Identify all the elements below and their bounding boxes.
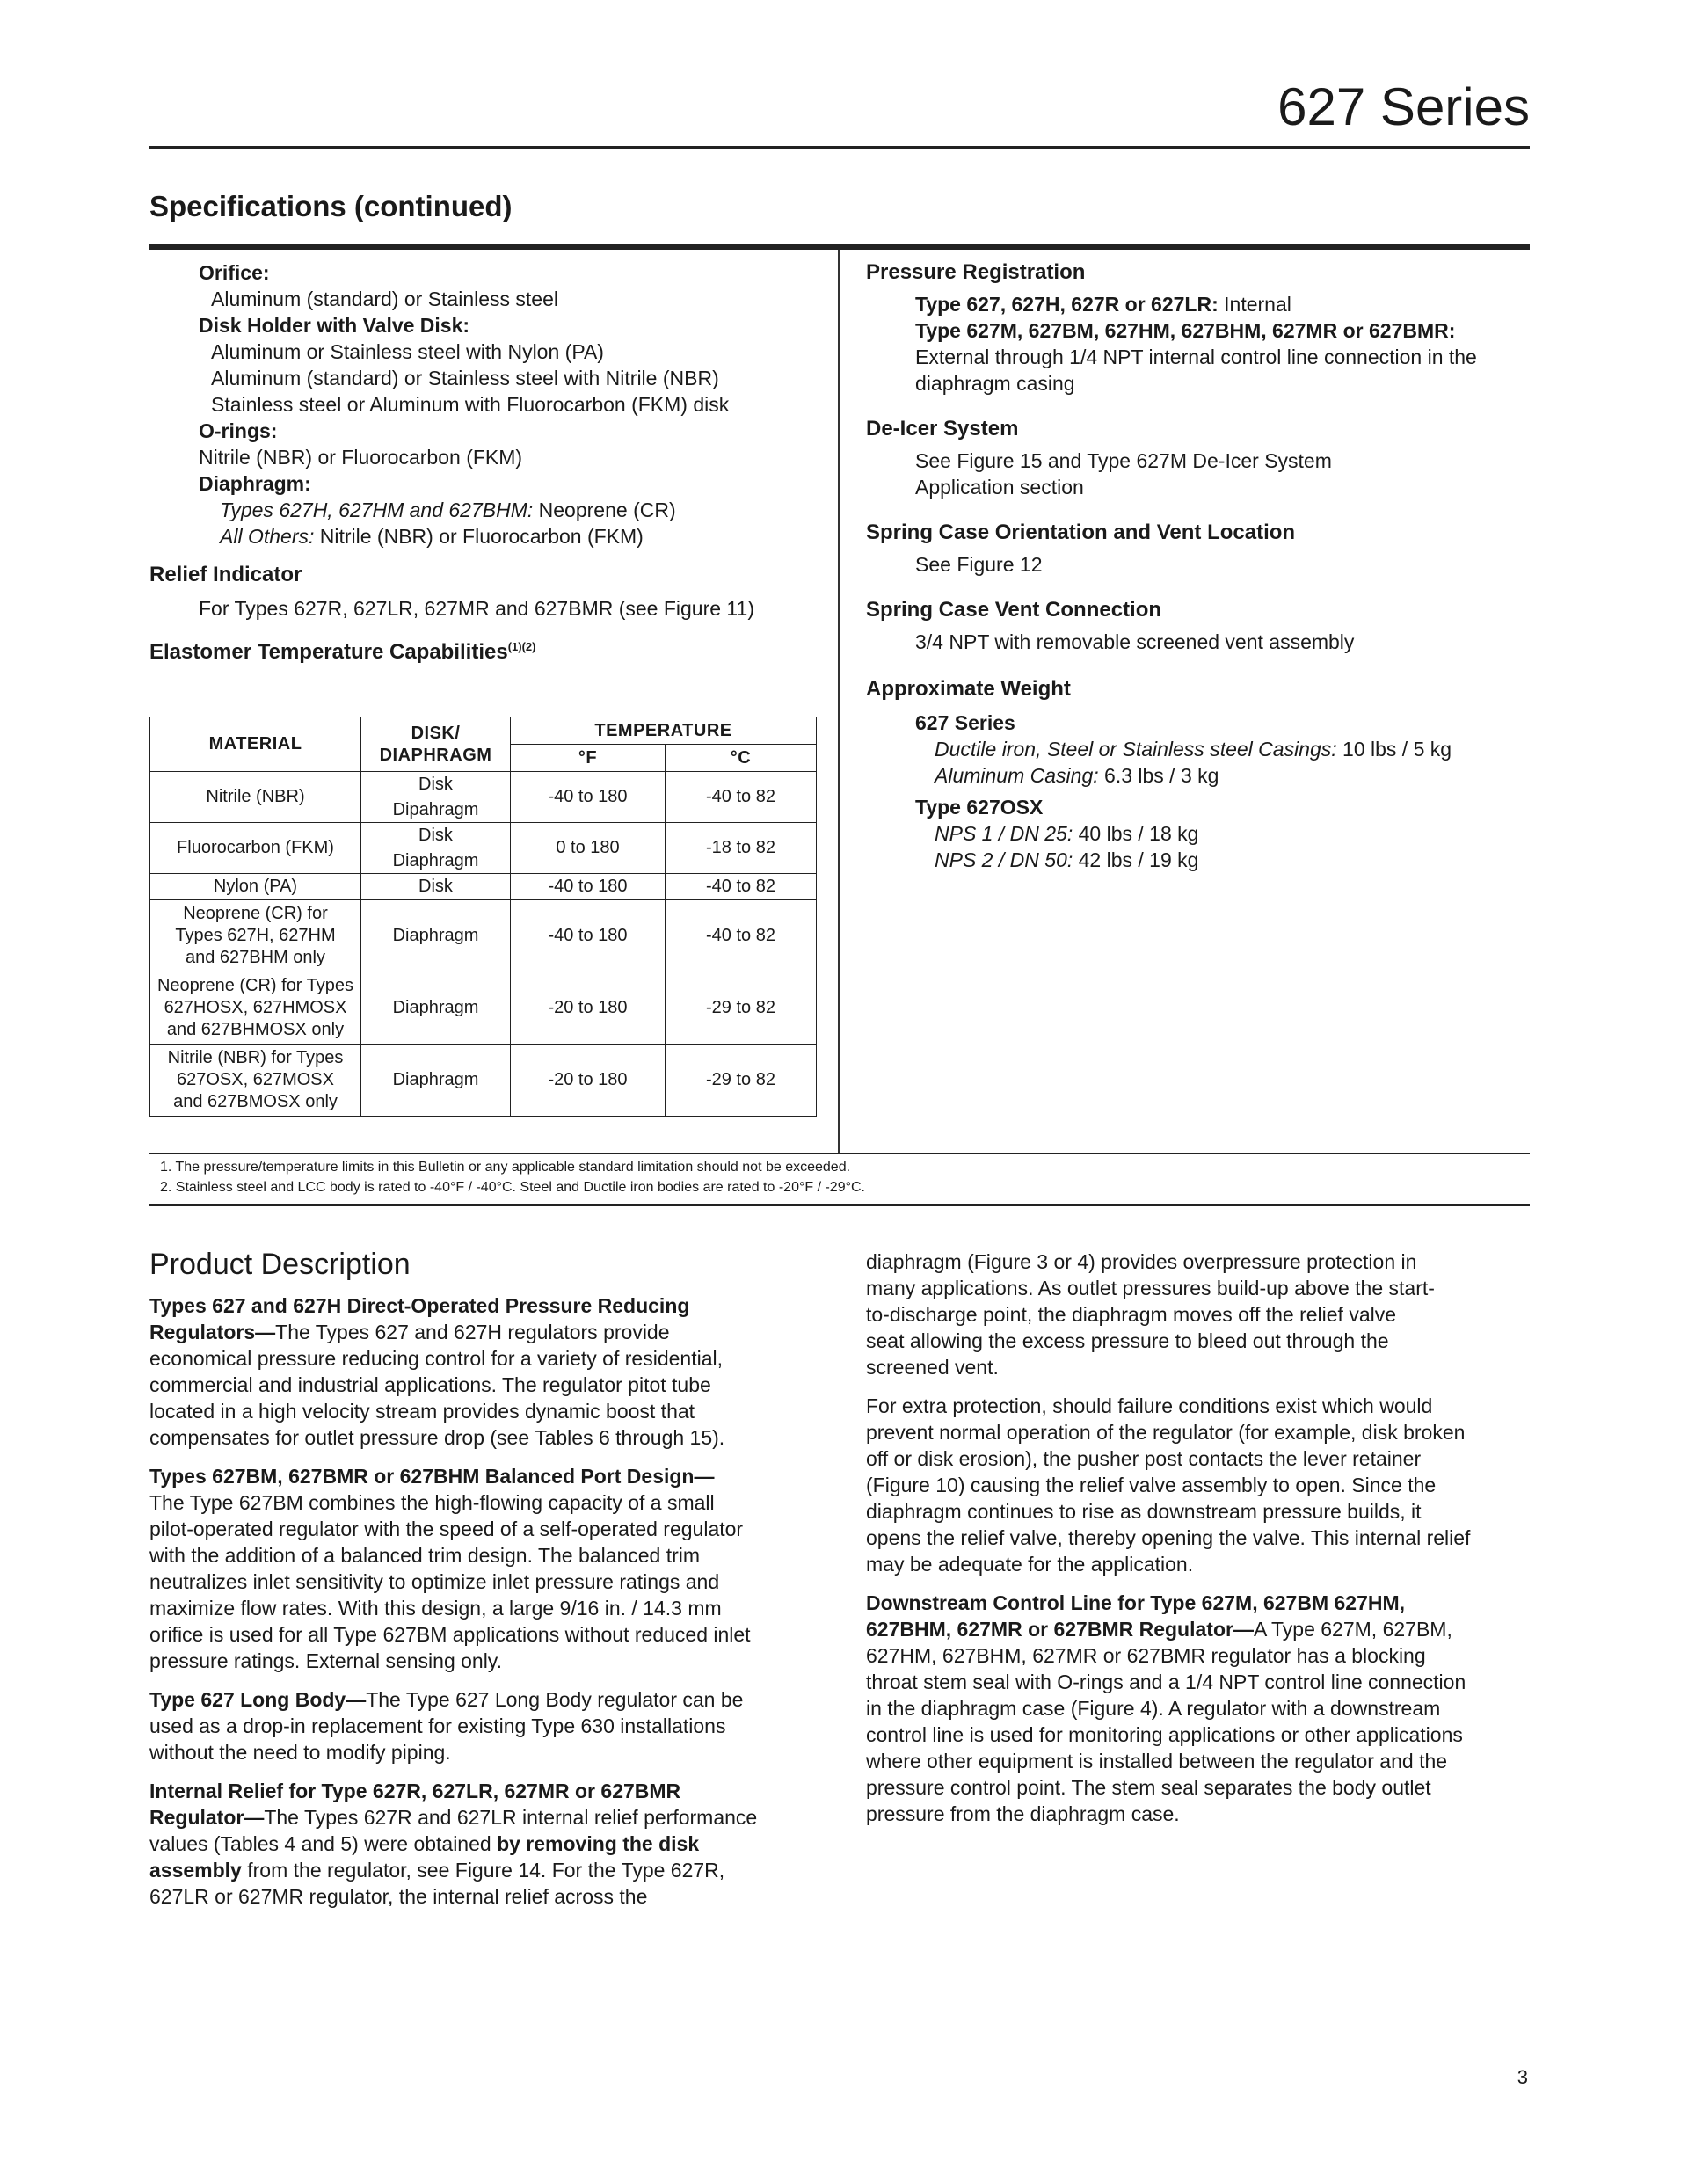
material-cell: Nylon (PA) bbox=[150, 874, 361, 900]
fahrenheit-cell: -40 to 180 bbox=[511, 772, 666, 823]
table-row bbox=[150, 772, 817, 797]
paragraph: Downstream Control Line for Type 627M, 627BM 627HM, 627BHM, 627MR or 627BMR Regulator—A Type 627M, 627BM, 627HM, 627BHM, 627MR or 627BMR regulator has a blocking throat stem seal with O-rings and a 1/4 NPT control line connection in the diaphragm case (Figure 4). A regulator with a downstream control line is used for monitoring applications or other applications where other equipment is installed between the regulator and the pressure control point. The stem seal separates the body outlet pressure from the diaphragm case. bbox=[866, 1591, 1466, 1825]
part-cell: Diaphragm bbox=[361, 972, 511, 1045]
weight-nps1: NPS 1 / DN 25: 40 lbs / 18 kg bbox=[935, 822, 1199, 845]
part-cell: Diaphragm bbox=[361, 1045, 511, 1117]
weight-series-label: 627 Series bbox=[915, 711, 1015, 734]
product-description-title: Product Description bbox=[149, 1248, 411, 1281]
de-icer-line: See Figure 15 and Type 627M De-Icer System bbox=[915, 449, 1332, 472]
pressure-registration-line-3: External through 1/4 NPT internal control line connection in the bbox=[915, 346, 1477, 368]
orifice-label: Orifice: bbox=[199, 261, 270, 284]
footnote-1: 1. The pressure/temperature limits in this Bulletin or any applicable standard limitation should not be exceeded. bbox=[160, 1160, 851, 1175]
paragraph: Types 627 and 627H Direct-Operated Pressure Reducing Regulators—The Types 627 and 627H regulators provide economical pressure reducing control for a variety of residential, commercial and industrial applications. The regulator pitot tube located in a high velocity stream provides dynamic boost that compensates for outlet pressure drop (see Tables 6 through 15). bbox=[149, 1294, 725, 1449]
material-cell: Neoprene (CR) for Types 627H, 627HM and 627BHM only bbox=[150, 900, 361, 972]
diaphragm-label: Diaphragm: bbox=[199, 472, 311, 495]
disk-holder-value: Aluminum (standard) or Stainless steel with Nitrile (NBR) bbox=[211, 367, 719, 389]
footnote-2: 2. Stainless steel and LCC body is rated to -40°F / -40°C. Steel and Ductile iron bodies are rated to -20°F / -29°C. bbox=[160, 1180, 865, 1195]
pressure-registration-line-4: diaphragm casing bbox=[915, 372, 1075, 395]
paragraph: Types 627BM, 627BMR or 627BHM Balanced Port Design— The Type 627BM combines the high-flowing capacity of a small pilot-operated regulator with the speed of a self-operated regulator with the addition of a balanced trim design. The balanced trim neutralizes inlet sensitivity to optimize inlet pressure ratings and maximize flow rates. With this design, a large 9/16 in. / 14.3 mm orifice is used for all Type 627BM applications without reduced inlet pressure ratings. External sensing only. bbox=[149, 1465, 751, 1672]
table-row bbox=[150, 823, 817, 848]
table-row bbox=[150, 874, 817, 900]
spring-case-orientation-label: Spring Case Orientation and Vent Location bbox=[866, 521, 1296, 544]
part-cell: Disk bbox=[361, 772, 511, 797]
part-cell: Disk bbox=[361, 823, 511, 848]
part-cell: Dipahragm bbox=[361, 797, 511, 823]
product-description-right-column bbox=[866, 1249, 1521, 1827]
diaphragm-line-2: All Others: Nitrile (NBR) or Fluorocarbon (FKM) bbox=[220, 525, 644, 548]
o-rings-label: O-rings: bbox=[199, 419, 278, 442]
material-cell: Neoprene (CR) for Types 627HOSX, 627HMOSX and 627BHMOSX only bbox=[150, 972, 361, 1045]
fahrenheit-cell: -20 to 180 bbox=[511, 1045, 666, 1117]
series-title: 627 Series bbox=[1277, 77, 1530, 136]
part-cell: Diaphragm bbox=[361, 848, 511, 874]
weight-nps2: NPS 2 / DN 50: 42 lbs / 19 kg bbox=[935, 848, 1199, 871]
paragraph: For extra protection, should failure conditions exist which would prevent normal operation of the regulator (for example, disk broken off or disk erosion), the pusher post contacts the lever retainer (Figure 10) causing the relief valve assembly to open. Since the diaphragm continues to rise as downstream pressure builds, it opens the relief valve, thereby opening the valve. This internal relief may be adequate for the application. bbox=[866, 1394, 1471, 1576]
fahrenheit-cell: 0 to 180 bbox=[511, 823, 666, 874]
product-description-left-column bbox=[149, 1292, 818, 1910]
orifice-value: Aluminum (standard) or Stainless steel bbox=[211, 288, 558, 310]
celsius-cell: -40 to 82 bbox=[666, 772, 817, 823]
footnote-rule-bottom bbox=[149, 1204, 1530, 1206]
diaphragm-line-1: Types 627H, 627HM and 627BHM: Neoprene (CR) bbox=[220, 499, 676, 521]
fahrenheit-cell: -20 to 180 bbox=[511, 972, 666, 1045]
material-cell: Fluorocarbon (FKM) bbox=[150, 823, 361, 874]
paragraph: diaphragm (Figure 3 or 4) provides overpressure protection in many applications. As outlet pressures build-up above the start- to-discharge point, the diaphragm moves off the relief valve seat allowing the excess pressure to bleed out through the screened vent. bbox=[866, 1250, 1435, 1379]
temperature-header: TEMPERATURE bbox=[511, 717, 817, 745]
spring-case-vent-label: Spring Case Vent Connection bbox=[866, 598, 1162, 622]
fahrenheit-cell: -40 to 180 bbox=[511, 874, 666, 900]
part-cell: Diaphragm bbox=[361, 900, 511, 972]
specifications-rule bbox=[149, 244, 1530, 250]
disk-holder-value: Aluminum or Stainless steel with Nylon (PA) bbox=[211, 340, 604, 363]
paragraph: Internal Relief for Type 627R, 627LR, 627MR or 627BMR Regulator—The Types 627R and 627LR internal relief performance values (Tables 4 and 5) were obtained by removing the disk assembly from the regulator, see Figure 14. For the Type 627R, 627LR or 627MR regulator, the internal relief across the bbox=[149, 1780, 758, 1908]
elastomer-temperature-table bbox=[149, 717, 817, 1117]
footnote-rule-top bbox=[149, 1153, 1530, 1154]
pressure-registration-line-1: Type 627, 627H, 627R or 627LR: Internal bbox=[915, 293, 1291, 316]
celsius-cell: -40 to 82 bbox=[666, 900, 817, 972]
spring-case-orientation-value: See Figure 12 bbox=[915, 553, 1043, 576]
de-icer-line: Application section bbox=[915, 476, 1084, 499]
relief-indicator-value: For Types 627R, 627LR, 627MR and 627BMR (see Figure 11) bbox=[199, 597, 754, 620]
disk-holder-value: Stainless steel or Aluminum with Fluorocarbon (FKM) disk bbox=[211, 393, 730, 416]
disk-diaphragm-header: DISK/ DIAPHRAGM bbox=[361, 717, 511, 772]
table-row bbox=[150, 972, 817, 1045]
elastomer-label: Elastomer Temperature Capabilities$^{(1)(2)}$ bbox=[149, 640, 536, 664]
disk-holder-label: Disk Holder with Valve Disk: bbox=[199, 314, 470, 337]
weight-osx-label: Type 627OSX bbox=[915, 796, 1044, 819]
pressure-registration-label: Pressure Registration bbox=[866, 260, 1086, 284]
o-rings-value: Nitrile (NBR) or Fluorocarbon (FKM) bbox=[199, 446, 523, 469]
page-number: 3 bbox=[1517, 2066, 1528, 2088]
celsius-cell: -29 to 82 bbox=[666, 1045, 817, 1117]
header-rule bbox=[149, 146, 1530, 149]
part-cell: Disk bbox=[361, 874, 511, 900]
de-icer-label: De-Icer System bbox=[866, 417, 1019, 440]
celsius-cell: -29 to 82 bbox=[666, 972, 817, 1045]
footnote-marker: (1)(2) bbox=[507, 640, 536, 653]
weight-ductile: Ductile iron, Steel or Stainless steel Casings: 10 lbs / 5 kg bbox=[935, 738, 1452, 761]
relief-indicator-label: Relief Indicator bbox=[149, 563, 302, 586]
table-row bbox=[150, 1045, 817, 1117]
spring-case-vent-value: 3/4 NPT with removable screened vent assembly bbox=[915, 630, 1355, 653]
celsius-header: °C bbox=[666, 745, 817, 772]
table-row bbox=[150, 900, 817, 972]
column-divider bbox=[838, 250, 840, 1154]
celsius-cell: -18 to 82 bbox=[666, 823, 817, 874]
celsius-cell: -40 to 82 bbox=[666, 874, 817, 900]
paragraph: Type 627 Long Body—The Type 627 Long Body regulator can be used as a drop-in replacement for existing Type 630 installations without the need to modify piping. bbox=[149, 1688, 744, 1764]
material-header: MATERIAL bbox=[150, 717, 361, 772]
weight-aluminum: Aluminum Casing: 6.3 lbs / 3 kg bbox=[935, 764, 1219, 787]
fahrenheit-header: °F bbox=[511, 745, 666, 772]
material-cell: Nitrile (NBR) bbox=[150, 772, 361, 823]
pressure-registration-line-2: Type 627M, 627BM, 627HM, 627BHM, 627MR or 627BMR: bbox=[915, 319, 1456, 342]
specifications-title: Specifications (continued) bbox=[149, 190, 513, 222]
fahrenheit-cell: -40 to 180 bbox=[511, 900, 666, 972]
weight-label: Approximate Weight bbox=[866, 677, 1071, 701]
material-cell: Nitrile (NBR) for Types 627OSX, 627MOSX and 627BMOSX only bbox=[150, 1045, 361, 1117]
